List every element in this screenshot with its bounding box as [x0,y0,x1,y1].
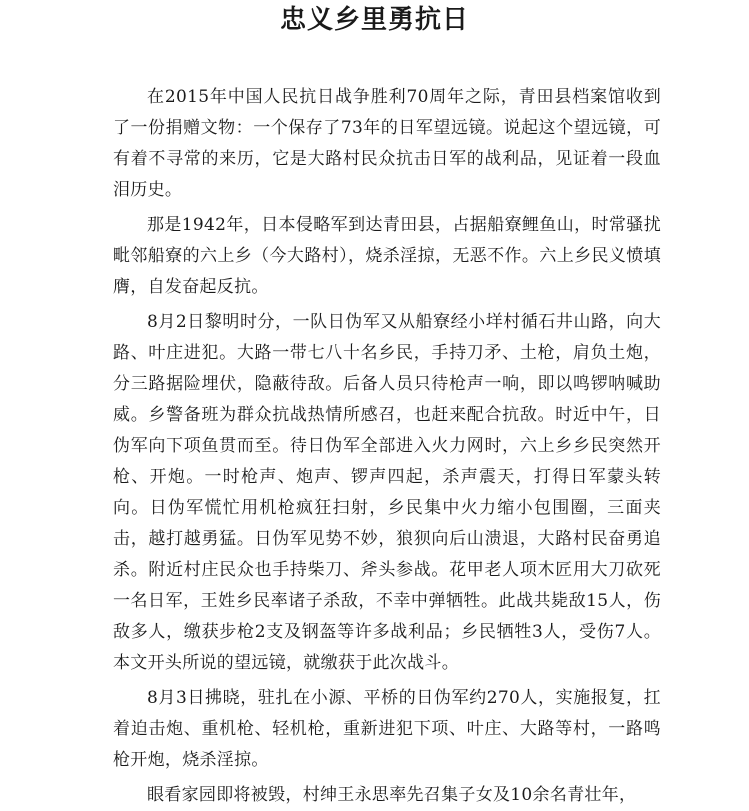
article-body [113,82,661,811]
paragraph: 在2015年中国人民抗日战争胜利70周年之际，青田县档案馆收到了一份捐赠文物：一个保存了73年的日军望远镜。说起这个望远镜，可有着不寻常的来历，它是大路村民众抗击日军的战利品，见证着一段血泪历史。 [113,87,661,200]
paragraph: 8月3日拂晓，驻扎在小源、平桥的日伪军约270人，实施报复，扛着迫击炮、重机枪、轻机枪，重新进犯下项、叶庄、大路等村，一路鸣枪开炮，烧杀淫掠。 [113,688,661,770]
article-title: 忠义乡里勇抗日 [279,5,469,35]
paragraph: 8月2日黎明时分，一队日伪军又从船寮经小垟村循石井山路，向大路、叶庄进犯。大路一带七八十名乡民，手持刀矛、土枪，肩负土炮，分三路据险埋伏，隐蔽待敌。后备人员只待枪声一响，即以鸣锣呐喊助威。乡警备班为群众抗战热情所感召，也赶来配合抗敌。时近中午，日伪军向下项鱼贯而至。待日伪军全部进入火力网时，六上乡乡民突然开枪、开炮。一时枪声、炮声、锣声四起，杀声震天，打得日军蒙头转向。日伪军慌忙用机枪疯狂扫射，乡民集中火力缩小包围圈，三面夹击，越打越勇猛。日伪军见势不妙，狼狈向后山溃退，大路村民奋勇追杀。附近村庄民众也手持柴刀、斧头参战。花甲老人项木匠用大刀砍死一名日军，王姓乡民率诸子杀敌，不幸中弹牺牲。此战共毙敌15人，伤敌多人，缴获步枪2支及钢盔等许多战利品；乡民牺牲3人，受伤7人。本文开头所说的望远镜，就缴获于此次战斗。 [113,312,661,673]
paragraph: 眼看家园即将被毁，村绅王永思率先召集子女及10余名青壮年， [147,785,637,805]
paragraph: 那是1942年，日本侵略军到达青田县，占据船寮鲤鱼山，时常骚扰毗邻船寮的六上乡（今大路村），烧杀淫掠，无恶不作。六上乡民义愤填膺，自发奋起反抗。 [113,215,661,297]
